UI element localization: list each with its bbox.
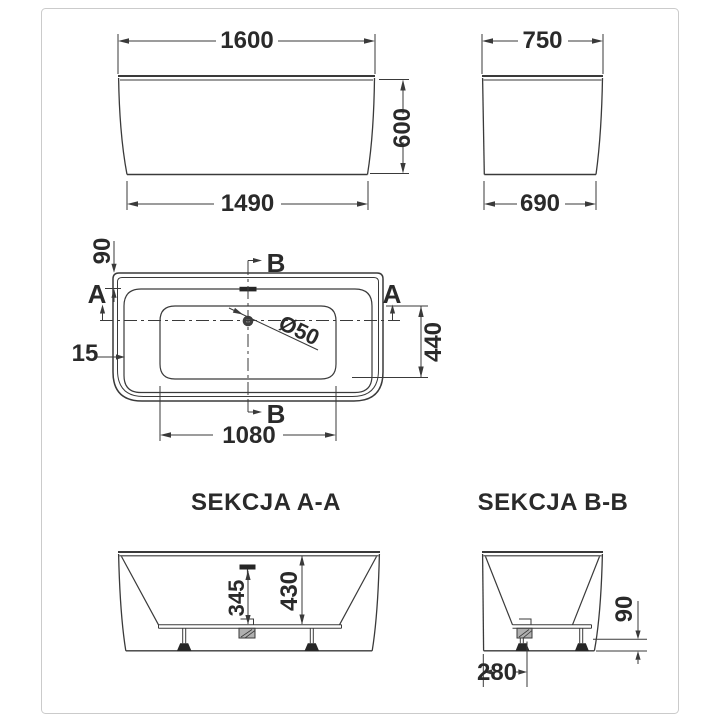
section-marker-a-left: A xyxy=(87,279,107,309)
side-top-width-label: 750 xyxy=(522,27,563,54)
section-bb-drain-offset-label: 280 xyxy=(476,659,518,686)
section-aa-overflow-height-label: 345 xyxy=(224,579,249,617)
front-bottom-width-label: 1490 xyxy=(220,190,275,217)
plan-back-ledge-label: 90 xyxy=(89,237,116,265)
section-aa-drain-box xyxy=(239,628,255,638)
section-aa-title: SEKCJA A-A xyxy=(191,489,341,516)
section-bb-underframe-height-label: 90 xyxy=(611,595,638,623)
section-marker-b-top: B xyxy=(266,248,286,278)
overflow-marker xyxy=(240,565,256,570)
plan-inner-width-label: 440 xyxy=(420,321,447,363)
section-marker-a-right: A xyxy=(382,279,402,309)
side-bottom-width-label: 690 xyxy=(519,190,561,217)
section-bb-title: SEKCJA B-B xyxy=(477,489,629,516)
front-height-label: 600 xyxy=(389,107,416,149)
section-marker-b-bottom: B xyxy=(266,399,286,429)
plan-inner-length-label: 1080 xyxy=(222,422,276,449)
drain-diameter-label: Ø50 xyxy=(275,310,324,351)
section-bb-drain-box xyxy=(517,628,532,638)
plan-wall-thickness-label: 15 xyxy=(71,340,99,367)
front-top-width-label: 1600 xyxy=(220,27,274,54)
section-aa-depth-label: 430 xyxy=(276,570,303,612)
